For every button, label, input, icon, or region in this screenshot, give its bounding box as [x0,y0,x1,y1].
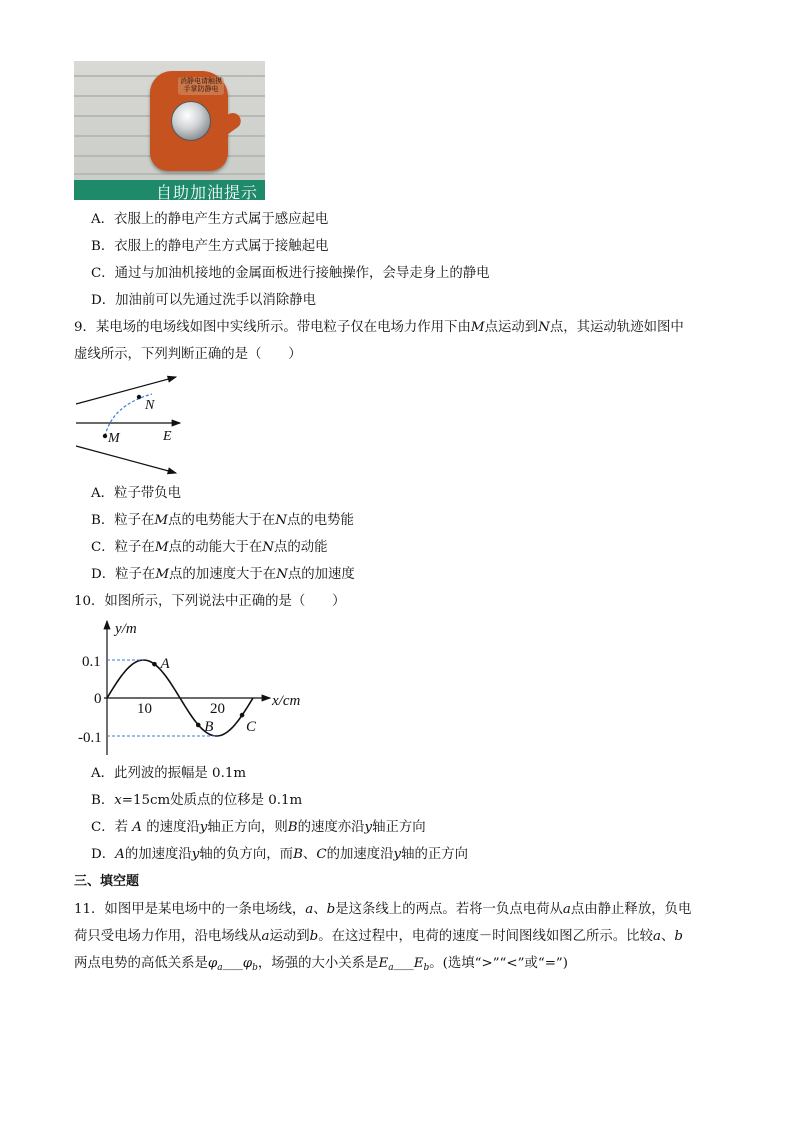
q8-option-d: D．加油前可以先通过洗手以消除静电 [91,293,316,308]
point-A-label: A [160,656,170,673]
label-N: N [145,398,155,413]
q10-option-c: C．若 A 的速度沿y轴正方向，则B的速度亦沿y轴正方向 [91,820,426,835]
y-tick-top: 0.1 [82,654,101,670]
point-B-label: B [204,718,214,735]
section-heading-fill-blank: 三、填空题 [74,874,140,889]
q9-field-figure [72,370,184,480]
q9-stem-line1: 9．某电场的电场线如图中实线所示。带电粒子仅在电场力作用下由M点运动到N点，其运动轨迹如图中 [74,320,684,335]
field-line-lower [76,446,176,473]
blank-potential: ___ [222,956,243,971]
point-C-dot [240,713,245,718]
point-B-dot [196,723,201,728]
label-M: M [108,431,120,446]
q11-line2: 荷只受电场力作用，沿电场线从a运动到b。在这过程中，电荷的速度－时间图线如图乙所示。比较a、b [74,929,683,944]
q9-stem-line2: 虚线所示，下列判断正确的是（ ） [74,347,302,362]
q10-wave-chart [72,615,317,755]
blank-field-strength: ___ [393,956,414,971]
q10-option-b: B．x=15cm处质点的位移是 0.1m [91,793,303,808]
y-axis-label: y/m [115,621,137,637]
static-discharge-photo [74,61,265,200]
q8-option-c: C．通过与加油机接地的金属面板进行接触操作，会导走身上的静电 [91,266,490,281]
field-line-upper [76,377,176,404]
metal-knob [171,101,211,141]
q8-option-b: B．衣服上的静电产生方式属于接触起电 [91,239,329,254]
point-C-label: C [246,719,257,736]
q9-option-a: A．粒子带负电 [91,486,182,501]
q10-option-d: D．A的加速度沿y轴的负方向，而B、C的加速度沿y轴的正方向 [91,847,469,862]
point-N-dot [137,395,141,399]
point-M-dot [103,434,107,438]
q11-line1: 11．如图甲是某电场中的一条电场线，a、b是这条线上的两点。若将一负点电荷从a点由静止释放，负电 [74,902,692,917]
y-tick-bottom: -0.1 [78,730,102,746]
plate-text: 消静电请触摸 手掌防静电 [180,77,222,93]
q10-stem: 10．如图所示，下列说法中正确的是（ ） [74,594,346,609]
q9-option-b: B．粒子在M点的电势能大于在N点的电势能 [91,513,354,528]
y-tick-zero: 0 [94,691,102,707]
q10-option-a: A．此列波的振幅是 0.1m [91,766,247,781]
q9-option-d: D．粒子在M点的加速度大于在N点的加速度 [91,567,355,582]
x-axis-label: x/cm [272,693,301,709]
q9-option-c: C．粒子在M点的动能大于在N点的动能 [91,540,328,555]
point-A-dot [152,662,157,667]
q11-line3: 两点电势的高低关系是$\varphi_a\_\_\_\varphi_b$，场强的大小关系是$E_a\_\_\_E_b$。(选填“>”“<”或“=”) [74,956,568,973]
x-tick-20: 20 [210,701,225,717]
sign-text: 自助加油提示 [156,183,259,200]
label-E: E [163,429,172,444]
q8-option-a: A．衣服上的静电产生方式属于感应起电 [91,212,329,227]
x-tick-10: 10 [137,701,152,717]
